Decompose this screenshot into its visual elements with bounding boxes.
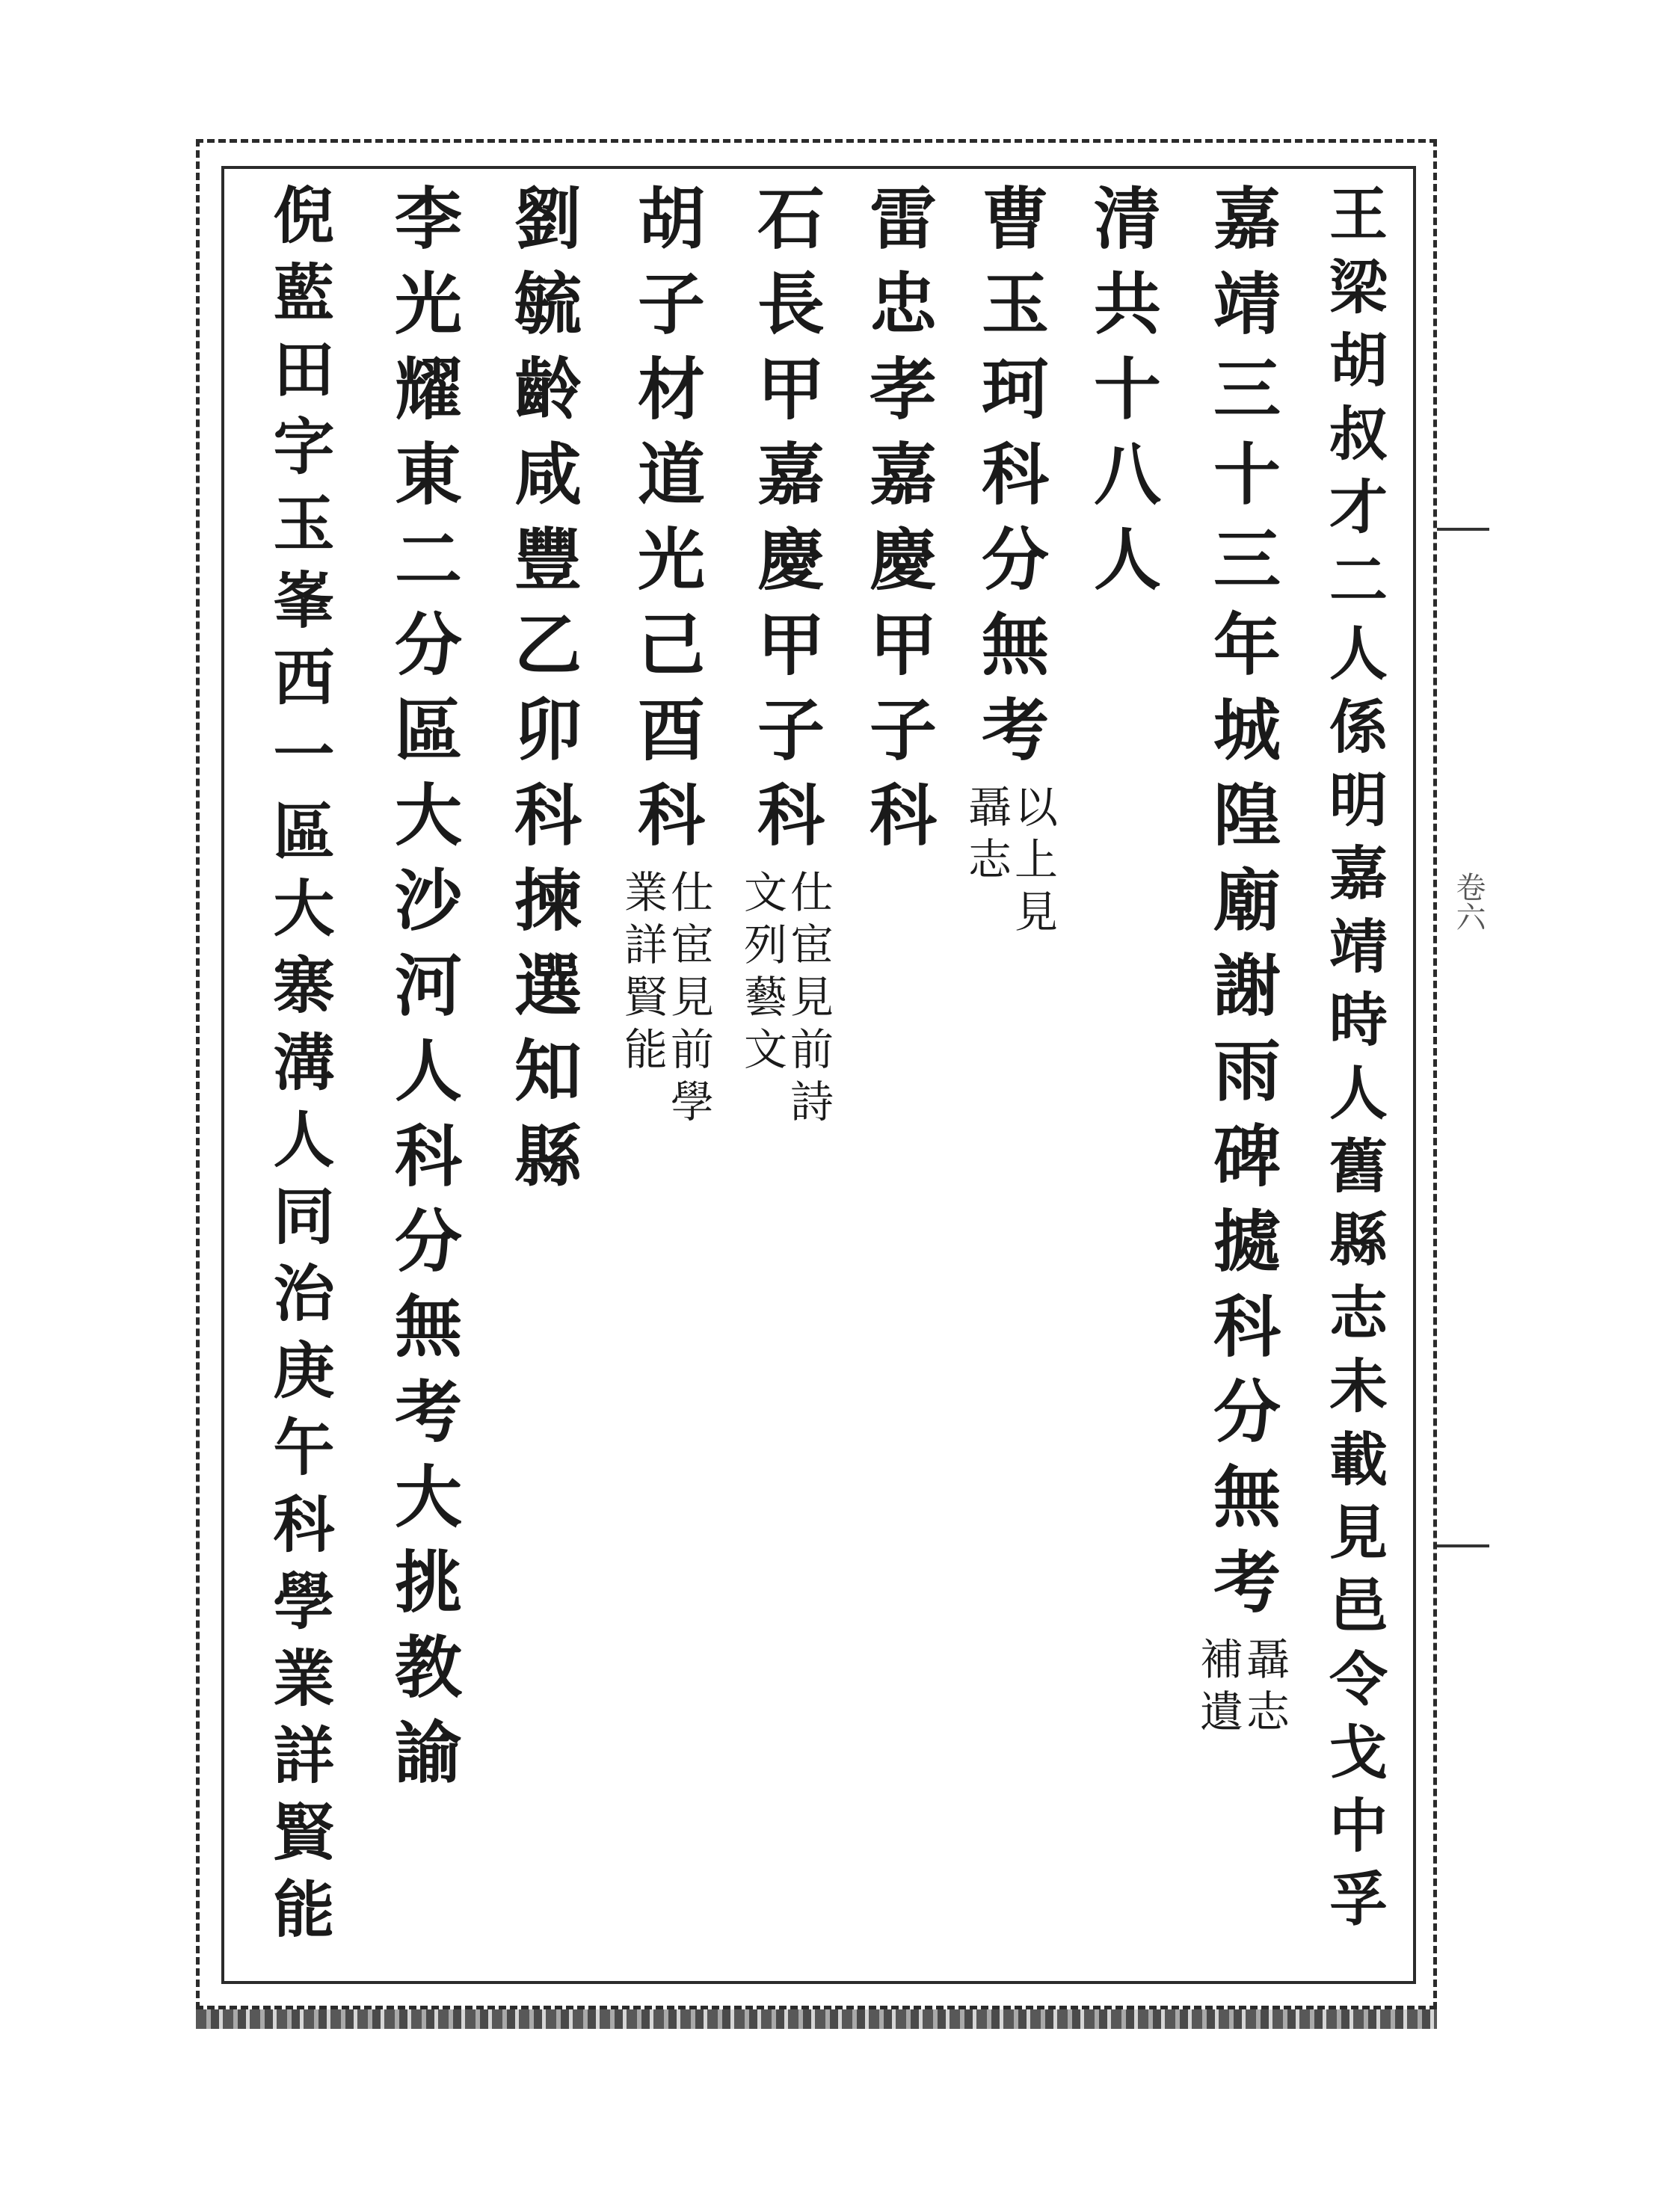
text-column-6 [736, 183, 834, 1131]
margin-rule [1437, 528, 1489, 531]
column-annotation [963, 784, 1056, 941]
column-main-text: 嘉靖三十三年城隍廟謝雨碑㨿科分無考 [1201, 183, 1281, 1632]
column-main-text: 清共十八人 [1082, 183, 1161, 609]
margin-volume-mark: 卷六 [1451, 872, 1486, 931]
annotation-line: 聶志 [961, 784, 1012, 889]
column-main-text: 曹玉珂科分無考 [970, 183, 1049, 780]
column-annotation [619, 869, 712, 1131]
column-main-text: 倪藍田字玉峯西一區大寨溝人同治庚午科學業詳賢能 [263, 183, 335, 1954]
fold-margin [1437, 139, 1489, 2029]
column-annotation [736, 869, 834, 1131]
text-column-7 [617, 183, 714, 1131]
margin-rule [1437, 1544, 1489, 1547]
column-main-text: 劉毓齡咸豐乙卯科揀選知縣 [502, 183, 582, 1206]
column-main-text: 石長甲嘉慶甲子科 [745, 183, 825, 865]
annotation-line: 仕宦見前學 [663, 869, 714, 1131]
annotation-line: 補遺 [1192, 1636, 1243, 1741]
text-column-2 [1192, 183, 1290, 1741]
text-column-10 [254, 183, 344, 1954]
annotation-line: 聶志 [1239, 1636, 1290, 1741]
annotation-line: 業詳賢能 [617, 869, 668, 1079]
text-column-1 [1308, 183, 1398, 1941]
text-column-4 [961, 183, 1058, 941]
text-column-8 [497, 183, 587, 1206]
text-column-9 [378, 183, 467, 1802]
column-main-text: 王梁胡叔才二人係明嘉靖時人舊縣志未載見邑令戈中孚 [1320, 183, 1388, 1941]
column-annotation [1192, 1636, 1290, 1741]
column-main-text: 李光耀東二分區大沙河人科分無考大挑教諭 [383, 183, 462, 1802]
annotation-line: 仕宦見前詩 [783, 869, 834, 1131]
text-column-5 [852, 183, 942, 865]
annotation-line: 以上見 [1007, 784, 1058, 941]
bottom-border-band [196, 2009, 1437, 2029]
column-main-text: 胡子材道光己酉科 [626, 183, 705, 865]
text-column-3 [1077, 183, 1166, 609]
column-main-text: 雷忠孝嘉慶甲子科 [858, 183, 937, 865]
annotation-line: 文列藝文 [736, 869, 787, 1079]
